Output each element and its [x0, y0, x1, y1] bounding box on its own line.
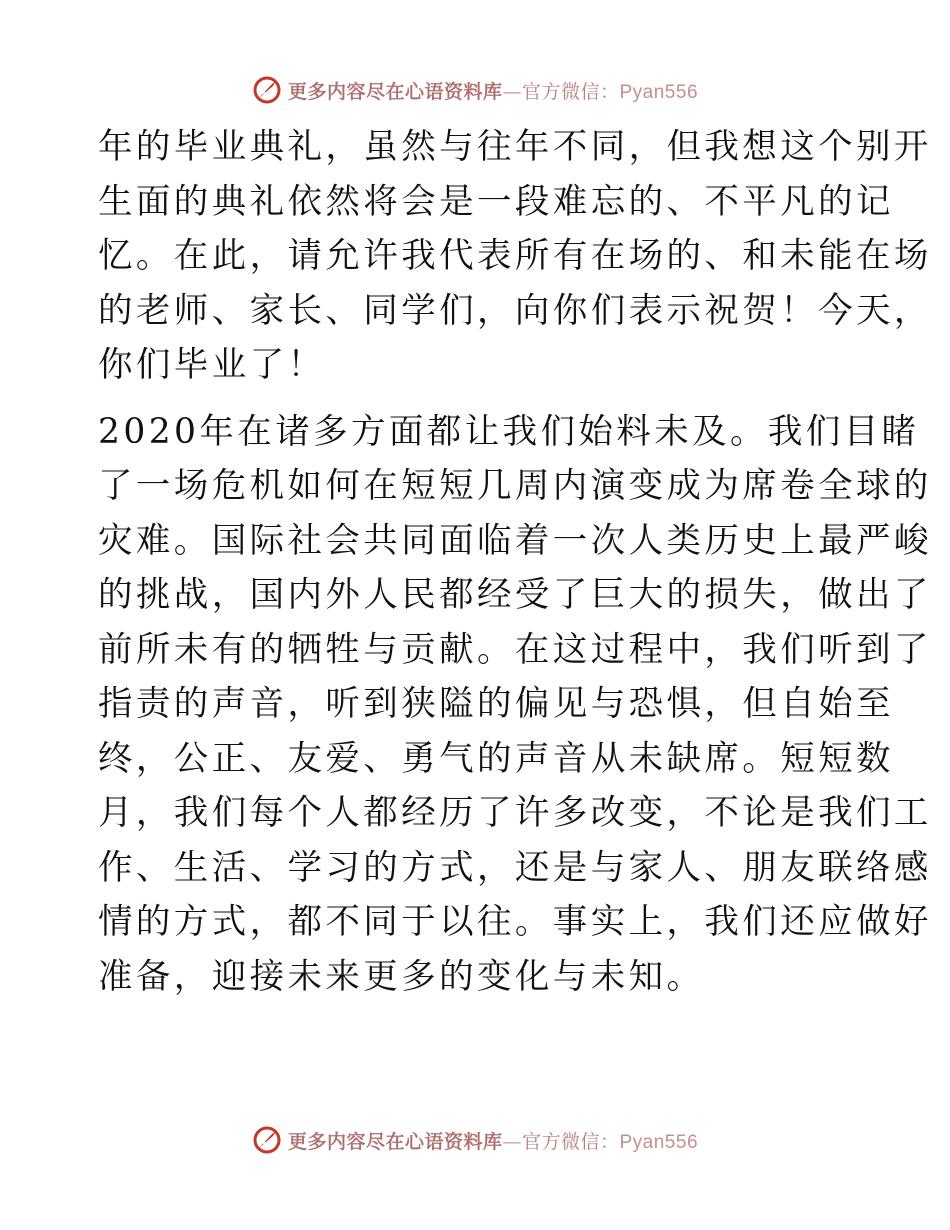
banner-separator: —: [502, 80, 522, 103]
banner-wechat-label: 官方微信：: [521, 1130, 620, 1153]
text-line: 2020年在诸多方面都让我们始料未及。我们目睹: [98, 411, 920, 452]
footer-banner: [0, 1120, 950, 1160]
text-line: 情的方式，都不同于以往。事实上，我们还应做好: [98, 902, 932, 942]
paragraph-2: [98, 405, 932, 1005]
text-line: 你们毕业了！: [98, 345, 326, 385]
text-line: 灾难。国际社会共同面临着一次人类历史上最严峻: [98, 520, 932, 561]
banner-wechat-id: Pyan556: [619, 81, 699, 103]
header-banner-text: [288, 77, 698, 104]
banner-wechat-label: 官方微信：: [521, 80, 620, 103]
banner-site-name: 更多内容尽在心语资料库: [287, 1130, 503, 1153]
text-line: 准备，迎接未来更多的变化与未知。: [98, 956, 705, 997]
banner-separator: —: [502, 1130, 522, 1153]
text-line: 前所未有的牺牲与贡献。在这过程中，我们听到了: [98, 629, 932, 670]
banner-site-name: 更多内容尽在心语资料库: [287, 80, 503, 103]
text-line: 作、生活、学习的方式，还是与家人、朋友联络感: [98, 847, 932, 888]
quill-logo-icon: [252, 75, 282, 105]
text-line: 指责的声音，听到狭隘的偏见与恐惧，但自始至: [98, 684, 894, 724]
text-line: 生面的典礼依然将会是一段难忘的、不平凡的记: [98, 181, 894, 222]
text-line: 了一场危机如何在短短几周内演变成为席卷全球的: [98, 466, 932, 506]
paragraph-1: [98, 120, 932, 393]
text-line: 的挑战，国内外人民都经受了巨大的损失，做出了: [98, 575, 932, 615]
quill-logo-icon: [252, 1125, 282, 1155]
footer-banner-text: [288, 1127, 698, 1154]
header-banner: [0, 70, 950, 110]
document-body: [98, 120, 932, 1004]
text-line: 的老师、家长、同学们，向你们表示祝贺！今天，: [98, 290, 932, 331]
text-line: 月，我们每个人都经历了许多改变，不论是我们工: [98, 793, 932, 833]
text-line: 年的毕业典礼，虽然与往年不同，但我想这个别开: [98, 127, 932, 167]
text-line: 终，公正、友爱、勇气的声音从未缺席。短短数: [98, 738, 894, 779]
text-line: 忆。在此，请允许我代表所有在场的、和未能在场: [98, 236, 932, 276]
banner-wechat-id: Pyan556: [619, 1131, 699, 1153]
